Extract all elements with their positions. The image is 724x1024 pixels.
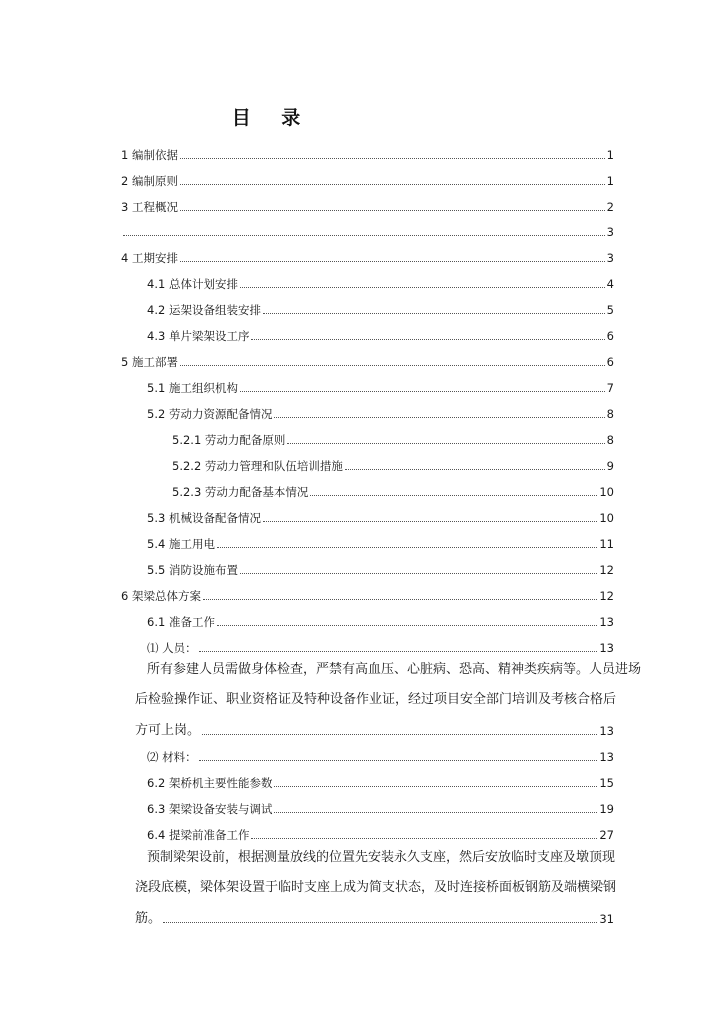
dot-leader [263,521,597,522]
toc-entry[interactable] [0,402,724,422]
toc-entry-page: 3 [606,251,614,265]
toc-paragraph-line: 预制梁架设前，根据测量放线的位置先安装永久支座，然后安放临时支座及墩顶现 [147,850,616,865]
dot-leader [180,210,605,211]
toc-entry[interactable] [0,719,724,739]
dot-leader [203,599,597,600]
toc-entry-label: ⑴ 人员： [147,641,197,655]
toc-entry-page: 5 [606,303,614,317]
toc-entry-label: 1 编制依据 [121,148,178,162]
toc-entry[interactable] [0,907,724,927]
dot-leader [180,261,605,262]
dot-leader [180,158,605,159]
dot-leader [240,287,605,288]
toc-entry-label: 6.4 提梁前准备工作 [147,828,250,842]
toc-entry-label: 5.1 施工组织机构 [147,381,238,395]
toc-entry[interactable] [0,823,724,843]
toc-entry[interactable] [0,195,724,215]
toc-entry[interactable] [0,771,724,791]
toc-entry[interactable] [0,610,724,630]
toc-entry[interactable] [0,324,724,344]
toc-entry-page: 13 [599,724,614,738]
toc-entry-label: 5 施工部署 [121,355,178,369]
toc-entry-page: 13 [599,615,614,629]
toc-entry-label: 5.2.1 劳动力配备原则 [172,433,286,447]
toc-entry-label: 6.2 架桥机主要性能参数 [147,776,273,790]
toc-entry[interactable] [0,506,724,526]
toc-entry-page: 10 [599,511,614,525]
dot-leader [251,838,597,839]
toc-entry-page: 6 [606,329,614,343]
toc-entry[interactable] [0,584,724,604]
toc-entry[interactable] [0,143,724,163]
dot-leader [263,313,605,314]
toc-entry[interactable] [0,454,724,474]
toc-entry-page: 11 [599,537,614,551]
dot-leader [217,547,597,548]
toc-entry-page: 9 [606,459,614,473]
toc-entry-page: 19 [599,802,614,816]
toc-entry-label: 方可上岗。 [135,723,201,738]
toc-entry-label: 5.2 劳动力资源配备情况 [147,407,273,421]
toc-entry[interactable] [0,558,724,578]
toc-entry-page: 12 [599,589,614,603]
toc-entry-label: 5.5 消防设施布置 [147,563,238,577]
toc-entry[interactable] [0,745,724,765]
toc-entry-page: 7 [606,381,614,395]
toc-entry[interactable] [0,350,724,370]
toc-entry-label: 4.2 运架设备组装安排 [147,303,261,317]
toc-entry[interactable] [0,480,724,500]
toc-entry-label: 5.3 机械设备配备情况 [147,511,261,525]
toc-entry[interactable] [0,636,724,656]
toc-entry-label: 4 工期安排 [121,251,178,265]
dot-leader [199,651,598,652]
toc-entry-page: 1 [606,174,614,188]
dot-leader [310,495,597,496]
toc-entry-label: 6.1 准备工作 [147,615,215,629]
toc-entry-label: 4.3 单片梁架设工序 [147,329,250,343]
dot-leader [240,573,597,574]
dot-leader [240,391,605,392]
dot-leader [287,443,604,444]
dot-leader [199,760,598,761]
dot-leader [274,786,597,787]
toc-entry-label: 2 编制原则 [121,174,178,188]
toc-entry-label: 6.3 架梁设备安装与调试 [147,802,273,816]
toc-entry-page: 13 [599,750,614,764]
toc-entry[interactable] [0,376,724,396]
dot-leader [274,812,597,813]
toc-entry-label: 5.4 施工用电 [147,537,215,551]
toc-entry-page: 31 [599,912,614,926]
dot-leader [345,469,605,470]
toc-entry-label: 筋。 [135,911,162,926]
toc-entry[interactable] [0,428,724,448]
toc-entry-page: 15 [599,776,614,790]
dot-leader [180,184,605,185]
toc-entry-label: 5.2.2 劳动力管理和队伍培训措施 [172,459,343,473]
toc-entry-page: 13 [599,641,614,655]
toc-paragraph-line: 所有参建人员需做身体检查，严禁有高血压、心脏病、恐高、精神类疾病等。人员进场 [147,662,642,677]
toc-entry-page: 3 [606,225,614,239]
toc-entry-page: 10 [599,485,614,499]
toc-entry-page: 1 [606,148,614,162]
toc-entry[interactable] [0,246,724,266]
toc-entry[interactable] [0,532,724,552]
dot-leader [251,339,604,340]
dot-leader [163,922,597,923]
toc-entry-label: ⑵ 材料： [147,750,197,764]
toc-entry-page: 27 [599,828,614,842]
dot-leader [217,625,597,626]
toc-entry-page: 8 [606,407,614,421]
toc-title: 目 录 [231,107,313,129]
toc-entry-label: 5.2.3 劳动力配备基本情况 [172,485,309,499]
toc-entry-page: 6 [606,355,614,369]
toc-entry-page: 8 [606,433,614,447]
toc-entry-label: 6 架梁总体方案 [121,589,201,603]
toc-entry[interactable] [0,220,724,240]
toc-entry-label: 3 工程概况 [121,200,178,214]
toc-entry[interactable] [0,169,724,189]
toc-entry-page: 4 [606,277,614,291]
dot-leader [180,365,605,366]
toc-entry-label: 4.1 总体计划安排 [147,277,238,291]
dot-leader [274,417,604,418]
dot-leader [202,734,597,735]
toc-entry-page: 2 [606,200,614,214]
dot-leader [123,235,605,236]
toc-entry[interactable] [0,272,724,292]
toc-entry[interactable] [0,797,724,817]
toc-entry[interactable] [0,298,724,318]
toc-entry-page: 12 [599,563,614,577]
toc-paragraph-line: 后检验操作证、职业资格证及特种设备作业证，经过项目安全部门培训及考核合格后 [135,692,617,707]
toc-paragraph-line: 浇段底模，梁体架设置于临时支座上成为简支状态，及时连接桥面板钢筋及端横梁钢 [135,880,617,895]
